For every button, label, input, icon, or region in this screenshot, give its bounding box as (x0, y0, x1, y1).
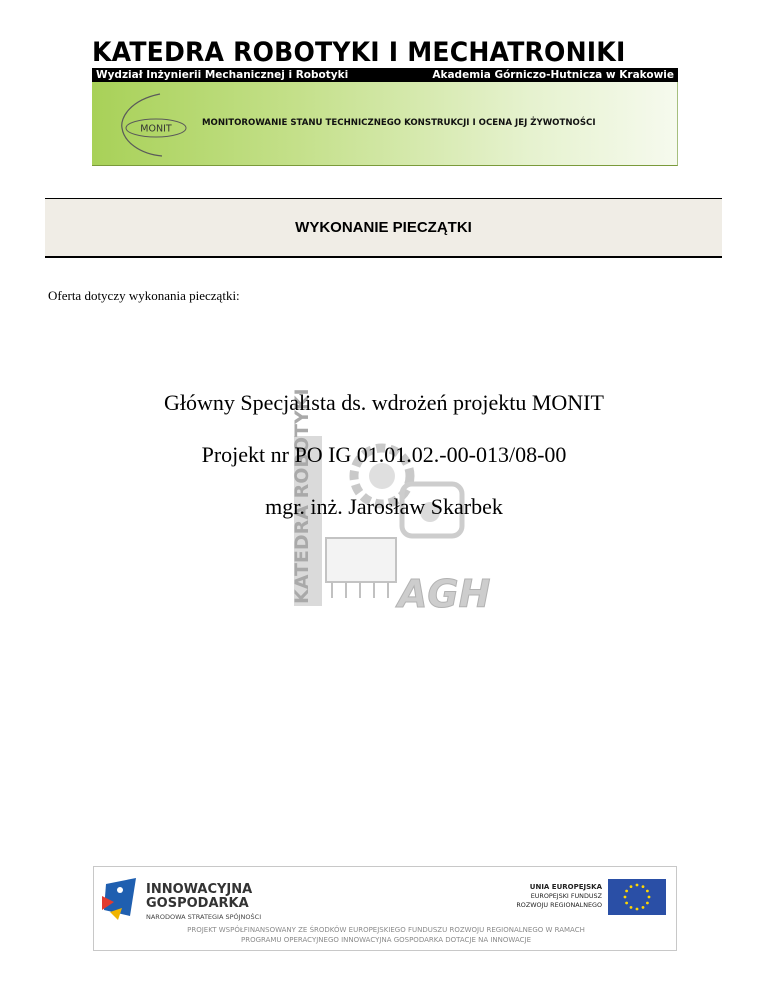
document-title: WYKONANIE PIECZĄTKI (295, 219, 472, 236)
national-strategy-text: NARODOWA STRATEGIA SPÓJNOŚCI (146, 913, 262, 921)
watermark-vertical-text: KATEDRA ROBOTYKI (291, 388, 313, 604)
monit-banner (92, 82, 678, 166)
eu-fund-text (494, 883, 602, 910)
innovative-economy-name (146, 883, 252, 911)
cofinancing-text (94, 925, 678, 945)
eu-line2: EUROPEJSKI FUNDUSZ (530, 892, 602, 900)
cofinancing-line1: PROJEKT WSPÓŁFINANSOWANY ZE ŚRODKÓW EUROPEJSKIEGO FUNDUSZU ROZWOJU REGIONALNEGO W RAMACH (187, 926, 585, 934)
innovative-economy-logo (100, 876, 140, 920)
monit-logo-text: MONIT (140, 123, 172, 135)
document-title-box (45, 198, 722, 258)
cofinancing-line2: PROGRAMU OPERACYJNEGO INNOWACYJNA GOSPODARKA DOTACJE NA INNOWACJE (241, 936, 531, 944)
header-strip (92, 68, 678, 82)
eu-line1: UNIA EUROPEJSKA (529, 883, 602, 891)
university-name: Akademia Górniczo-Hutnicza w Krakowie (432, 69, 674, 81)
offer-text: Oferta dotyczy wykonania pieczątki: (48, 288, 240, 303)
watermark-agh-text: AGH (398, 572, 491, 616)
stamp-line-position: Główny Specjalista ds. wdrożeń projektu MONIT (164, 390, 604, 415)
ig-name-line2: GOSPODARKA (146, 896, 249, 911)
department-title: KATEDRA ROBOTYKI I MECHATRONIKI (92, 37, 626, 68)
project-name: MONITOROWANIE STANU TECHNICZNEGO KONSTRUKCJI I OCENA JEJ ŻYWOTNOŚCI (202, 118, 596, 128)
eu-flag-icon (608, 879, 666, 915)
stamp-line-project-number: Projekt nr PO IG 01.01.02.-00-013/08-00 (201, 442, 567, 467)
ig-name-line1: INNOWACYJNA (146, 882, 253, 897)
funding-footer (93, 866, 677, 951)
stamp-line-name: mgr. inż. Jarosław Skarbek (265, 494, 503, 519)
faculty-name: Wydział Inżynierii Mechanicznej i Robotyki (96, 69, 349, 81)
monit-logo (112, 92, 192, 158)
eu-line3: ROZWOJU REGIONALNEGO (516, 901, 602, 909)
